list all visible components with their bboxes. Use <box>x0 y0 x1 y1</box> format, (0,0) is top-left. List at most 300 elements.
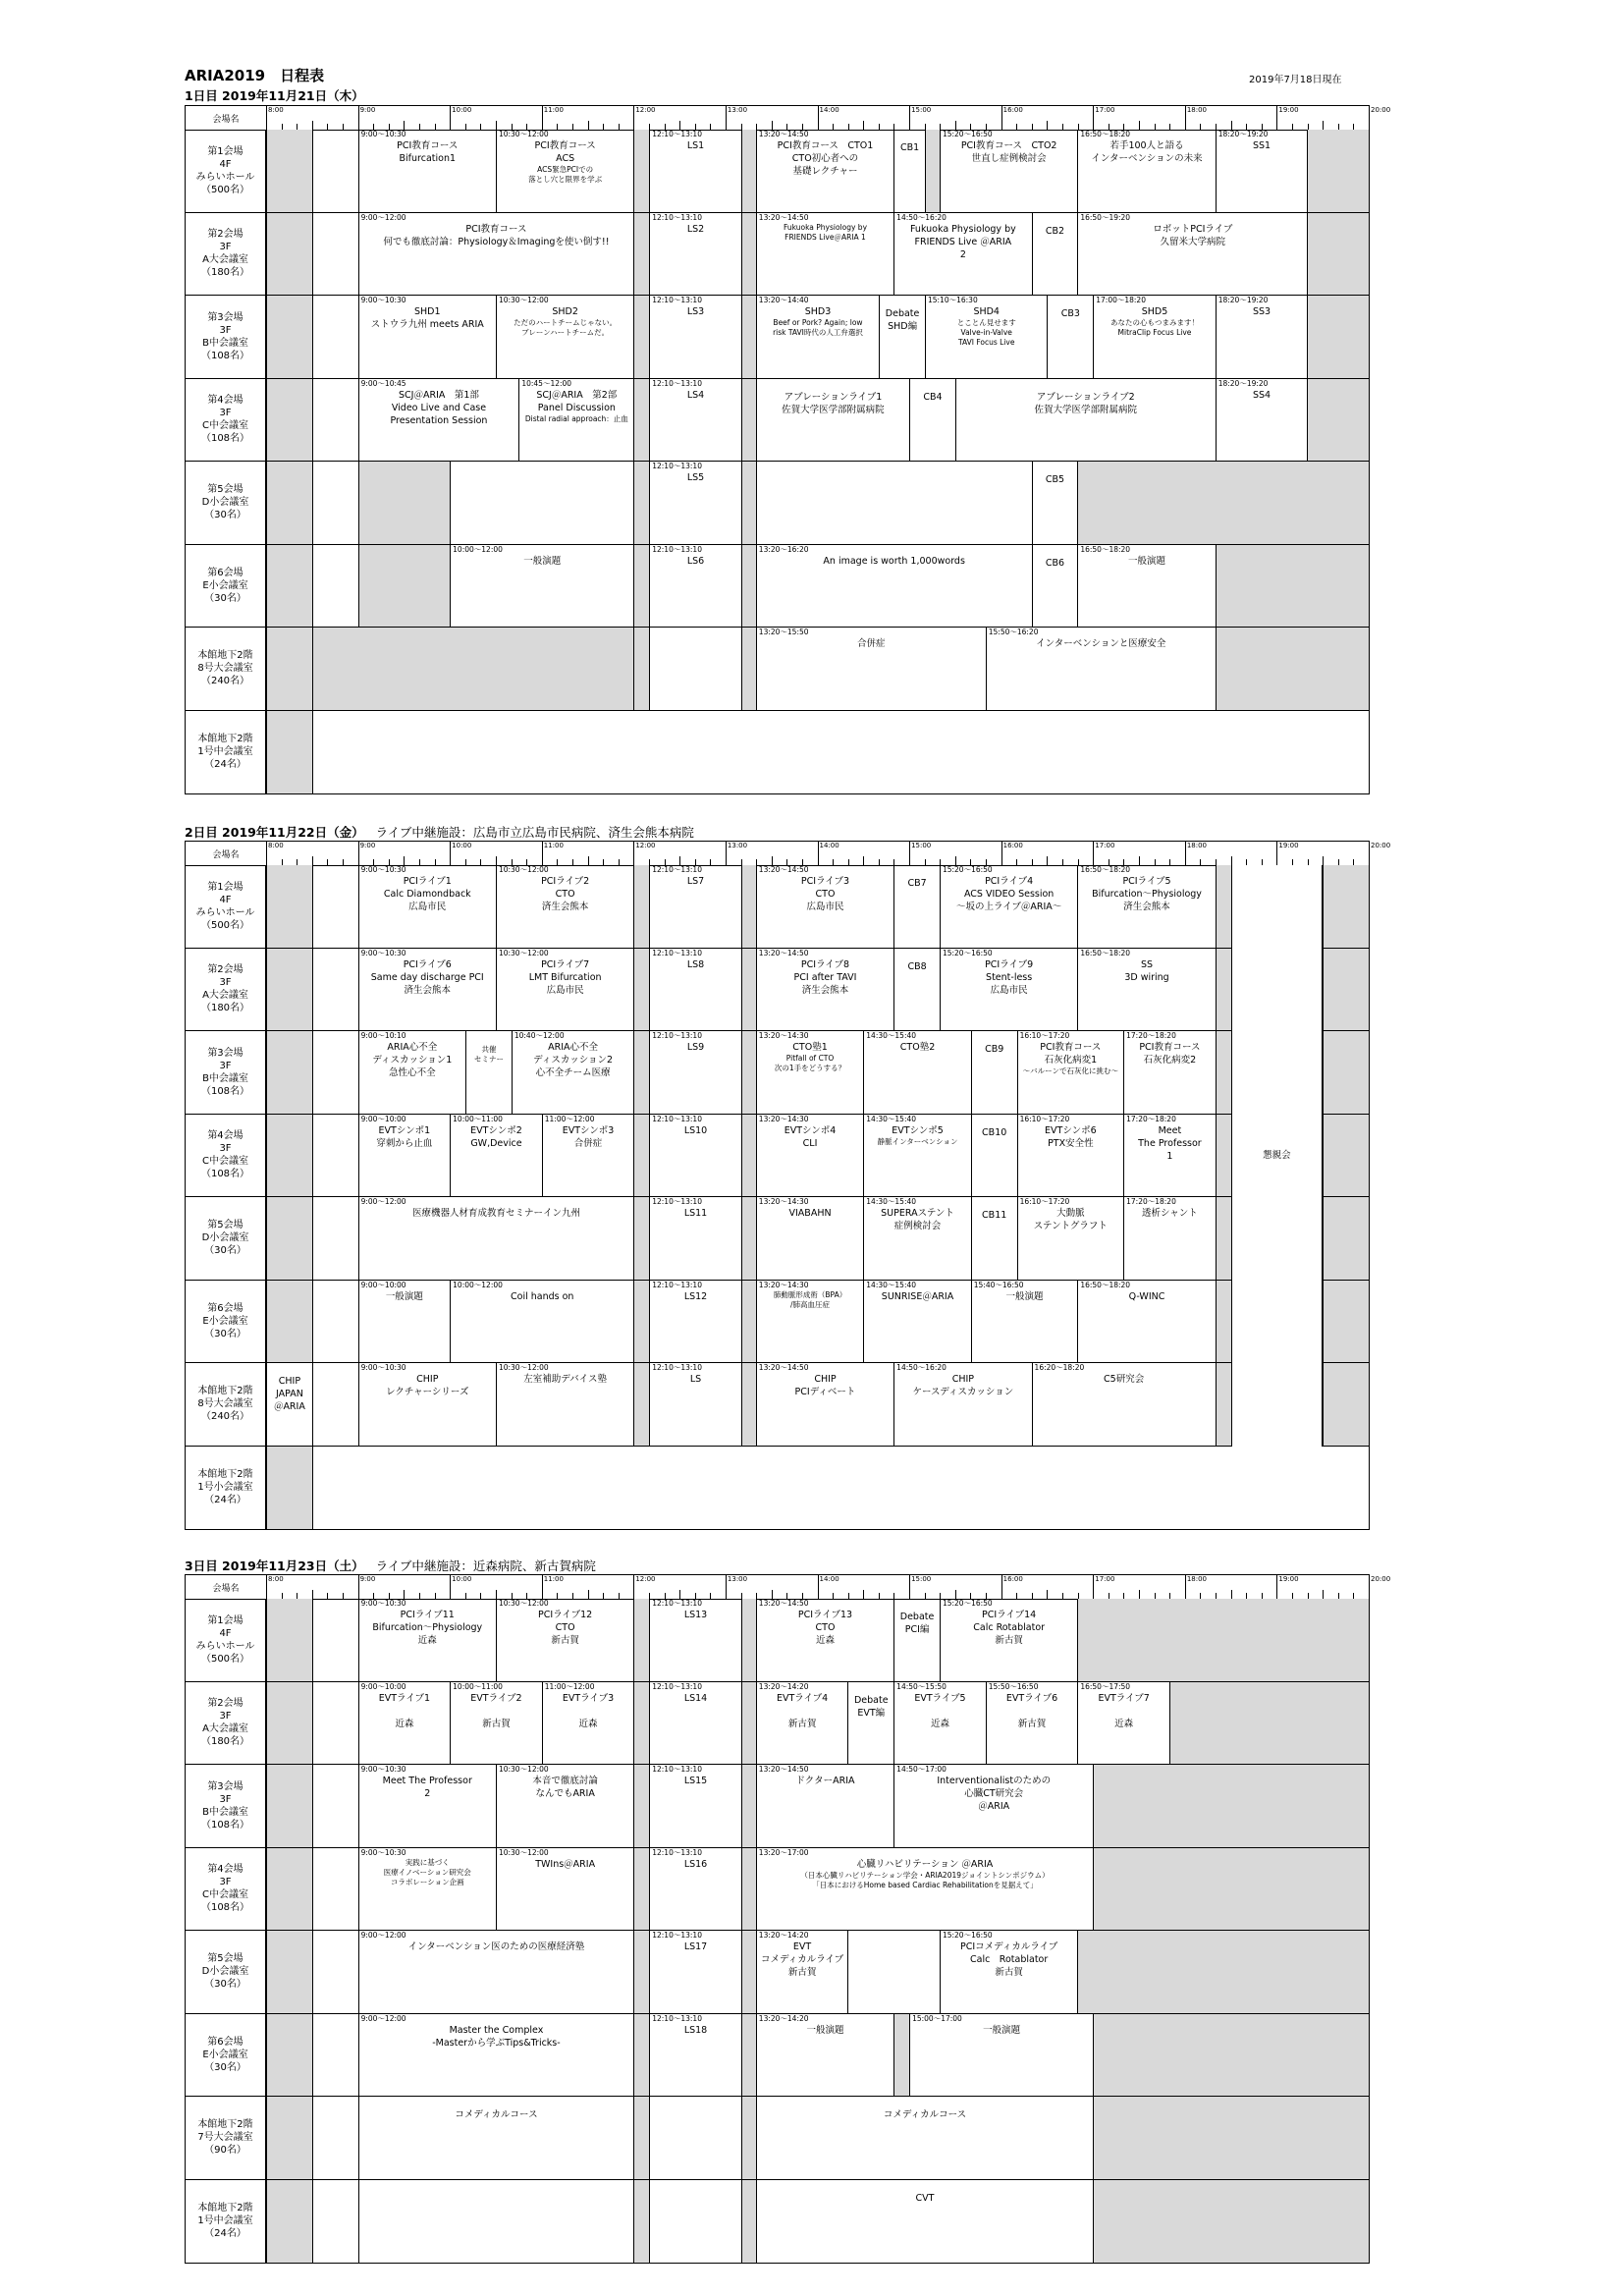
time-header <box>186 106 1391 131</box>
break-slot <box>633 1848 649 1931</box>
break-slot <box>633 628 649 710</box>
session-slot[interactable] <box>1093 296 1215 378</box>
session-slot[interactable] <box>909 379 955 462</box>
session-title: コメディカルコース <box>455 2109 538 2120</box>
session-time: 10:30～12:00 <box>498 296 549 304</box>
session-title: CB5 <box>1045 474 1065 485</box>
session-title: Fukuoka Physiology by FRIENDS Live ＠ARIA 2 <box>909 223 1016 260</box>
session-slot[interactable] <box>893 949 940 1031</box>
session-title: EVTシンポ6 PTX安全性 <box>1045 1124 1097 1149</box>
break-slot <box>741 462 756 544</box>
session-slot[interactable] <box>649 1599 741 1681</box>
venue-row <box>186 1682 1369 1766</box>
as-of-date: 2019年7月18日現在 <box>1249 75 1342 85</box>
venue-label: 第5会場 D小会議室 （30名） <box>186 462 266 544</box>
session-slot[interactable] <box>496 865 633 948</box>
session-slot[interactable] <box>756 296 879 378</box>
session-slot[interactable] <box>358 2097 634 2179</box>
time-header <box>186 1575 1391 1600</box>
session-slot[interactable] <box>847 1682 893 1765</box>
break-slot <box>266 711 312 794</box>
session-title: LS14 <box>683 1692 708 1704</box>
session-title: LS4 <box>686 389 705 401</box>
session-slot[interactable] <box>649 1848 741 1931</box>
session-slot[interactable] <box>756 865 893 948</box>
session-title: CHIP ケースディスカッション <box>912 1374 1014 1397</box>
session-slot[interactable] <box>358 1765 496 1847</box>
break-slot <box>266 628 312 710</box>
minute-tick <box>312 1590 313 1599</box>
session-time: 10:00～11:00 <box>453 1114 503 1123</box>
session-slot[interactable] <box>496 1599 633 1681</box>
session-title: SS 3D wiring <box>1124 958 1169 983</box>
break-slot <box>1216 1363 1231 1446</box>
session-title: 懇親会 <box>1263 1150 1291 1162</box>
session-time: 13:20～14:50 <box>758 1599 809 1608</box>
session-subtitle: Pitfall of CTO 次の1手をどうする？ <box>774 1054 846 1072</box>
empty-slot <box>847 1931 940 2013</box>
session-slot[interactable] <box>1032 545 1078 628</box>
session-slot[interactable] <box>649 1281 741 1363</box>
venue-row <box>186 1599 1369 1682</box>
session-slot[interactable] <box>358 1848 496 1931</box>
hour-label: 12:00 <box>635 1575 656 1583</box>
session-slot[interactable] <box>358 865 496 948</box>
break-slot <box>633 130 649 212</box>
session-time: 15:00～17:00 <box>912 2013 962 2023</box>
session-slot[interactable] <box>1077 949 1215 1031</box>
session-slot[interactable] <box>863 1281 970 1363</box>
session-time: 12:10～13:10 <box>652 2013 702 2023</box>
session-slot[interactable] <box>756 1599 893 1681</box>
session-slot[interactable] <box>756 949 893 1031</box>
session-slot[interactable] <box>909 2014 1093 2097</box>
hour-label: 16:00 <box>1002 842 1023 849</box>
break-slot <box>741 2180 756 2264</box>
session-slot[interactable] <box>893 865 940 948</box>
session-title: LS7 <box>686 876 705 887</box>
session-slot[interactable] <box>649 949 741 1031</box>
session-slot[interactable] <box>1047 296 1093 378</box>
session-time: 13:20～14:30 <box>758 1114 809 1123</box>
break-slot <box>633 213 649 296</box>
session-slot[interactable] <box>1017 1115 1124 1197</box>
session-slot[interactable] <box>879 296 925 378</box>
session-slot[interactable] <box>1017 1031 1124 1114</box>
session-time: 10:30～12:00 <box>498 865 549 874</box>
session-time: 11:00～12:00 <box>544 1114 595 1123</box>
session-slot[interactable] <box>863 1031 970 1114</box>
session-slot[interactable] <box>863 1115 970 1197</box>
session-slot[interactable] <box>518 379 633 462</box>
session-slot[interactable] <box>649 1765 741 1847</box>
session-title: Debate PCI編 <box>899 1612 935 1635</box>
empty-slot <box>312 865 358 948</box>
minute-tick <box>679 1590 680 1599</box>
session-slot[interactable] <box>971 1115 1017 1197</box>
break-slot <box>741 1363 756 1446</box>
minute-tick <box>955 1590 956 1599</box>
session-slot[interactable] <box>649 2014 741 2097</box>
session-slot[interactable] <box>986 1682 1078 1765</box>
session-title: Meet The Professor 1 <box>1138 1124 1202 1162</box>
session-slot[interactable] <box>940 865 1077 948</box>
session-slot[interactable] <box>1077 545 1215 628</box>
session-slot[interactable] <box>649 1682 741 1765</box>
session-slot[interactable] <box>649 296 741 378</box>
day-3-heading <box>185 1557 596 1574</box>
session-slot[interactable] <box>863 1197 970 1280</box>
venue-row <box>186 130 1369 213</box>
session-subtitle: （日本心臓リハビリテーション学会・ARIA2019ジョイントシンポジウム） 「日本におけるHome based Cardiac Rehabilitationを見据えて」 <box>800 1870 1050 1889</box>
break-slot <box>266 213 312 296</box>
session-slot[interactable] <box>512 1031 633 1114</box>
session-slot[interactable] <box>649 1363 741 1446</box>
session-time: 9:00～10:30 <box>360 1363 406 1372</box>
session-slot[interactable] <box>893 1682 986 1765</box>
venue-label: 第3会場 3F B中会議室 （108名） <box>186 1765 266 1847</box>
session-slot[interactable] <box>940 949 1077 1031</box>
session-slot[interactable] <box>358 1682 451 1765</box>
session-title: LS11 <box>683 1208 708 1219</box>
minute-tick <box>863 1590 864 1599</box>
session-slot[interactable] <box>756 130 893 212</box>
hour-label: 11:00 <box>543 842 564 849</box>
session-time: 13:20～14:20 <box>758 2013 809 2023</box>
venue-row <box>186 1115 1369 1198</box>
session-slot[interactable] <box>1123 1115 1216 1197</box>
session-slot[interactable] <box>1123 1031 1216 1114</box>
session-title: CB8 <box>907 960 927 972</box>
hour-label: 15:00 <box>911 106 932 114</box>
session-slot[interactable] <box>1216 379 1308 462</box>
session-slot[interactable] <box>756 545 1032 628</box>
session-time: 12:10～13:10 <box>652 1681 702 1691</box>
session-slot[interactable] <box>893 1765 1093 1847</box>
session-time: 12:10～13:10 <box>652 1280 702 1289</box>
venue-column-header: 会場名 <box>212 849 240 860</box>
session-title: PCI教育コース CTO2 世直し症例検討会 <box>960 140 1057 164</box>
session-slot[interactable] <box>1216 296 1308 378</box>
break-slot <box>266 379 312 462</box>
break-slot <box>1216 949 1231 1031</box>
session-title: PCIライブ3 CTO 広島市民 <box>800 876 850 912</box>
session-title: ロボットPCIライブ 久留米大学病院 <box>1153 223 1233 247</box>
session-slot[interactable] <box>756 1765 893 1847</box>
session-title: CB6 <box>1045 557 1065 569</box>
session-slot[interactable] <box>649 213 741 296</box>
break-slot <box>266 1682 312 1765</box>
session-slot[interactable] <box>756 1031 863 1114</box>
session-slot[interactable] <box>756 2014 893 2097</box>
session-slot[interactable] <box>971 1281 1078 1363</box>
venue-row <box>186 2097 1369 2180</box>
session-title: EVTシンポ5 <box>892 1124 944 1136</box>
session-slot[interactable] <box>358 949 496 1031</box>
session-slot[interactable] <box>955 379 1216 462</box>
session-slot[interactable] <box>649 1115 741 1197</box>
hour-label: 14:00 <box>819 842 839 849</box>
break-slot <box>358 545 451 628</box>
session-slot[interactable] <box>756 1363 893 1446</box>
session-slot[interactable] <box>358 1931 634 2013</box>
session-slot[interactable] <box>649 1931 741 2013</box>
session-title: Debate EVT編 <box>853 1694 889 1719</box>
session-time: 14:30～15:40 <box>866 1280 917 1289</box>
session-slot[interactable] <box>756 379 909 462</box>
session-slot[interactable] <box>893 130 925 212</box>
session-time: 16:50～19:20 <box>1080 212 1131 222</box>
session-title: 左室補助デバイス塾 <box>523 1374 608 1385</box>
session-slot[interactable] <box>1077 1281 1215 1363</box>
session-slot[interactable] <box>1077 213 1307 296</box>
hour-label: 10:00 <box>452 842 472 849</box>
session-title: PCIライブ1 Calc Diamondback 広島市民 <box>383 876 471 912</box>
session-slot[interactable] <box>649 545 741 628</box>
session-slot[interactable] <box>542 1115 634 1197</box>
session-time: 15:50～16:20 <box>988 628 1039 636</box>
break-slot <box>741 1848 756 1931</box>
session-time: 10:00～12:00 <box>453 544 503 554</box>
venue-row <box>186 2014 1369 2098</box>
venue-row <box>186 2180 1369 2264</box>
empty-slot <box>312 213 358 296</box>
session-slot[interactable] <box>450 1682 542 1765</box>
break-slot <box>1077 462 1369 544</box>
session-slot[interactable] <box>358 1031 465 1114</box>
break-slot <box>741 379 756 462</box>
session-title: CB10 <box>982 1126 1007 1138</box>
break-slot <box>1216 865 1231 948</box>
session-time: 9:00～10:00 <box>360 1114 406 1123</box>
session-slot[interactable] <box>496 130 633 212</box>
page-title: ARIA2019 日程表 <box>185 67 325 84</box>
empty-slot <box>312 379 358 462</box>
session-slot[interactable] <box>465 1031 512 1114</box>
session-time: 13:20～14:50 <box>758 1765 809 1774</box>
session-title: 透析シャント <box>1142 1208 1198 1219</box>
session-slot[interactable] <box>450 545 633 628</box>
session-title: PCIライブ14 Calc Rotablator 新古賀 <box>973 1610 1046 1646</box>
session-slot[interactable] <box>971 1197 1017 1280</box>
venue-row <box>186 949 1369 1032</box>
session-title: LS2 <box>686 223 705 235</box>
session-slot[interactable] <box>940 130 1077 212</box>
empty-slot <box>312 1765 358 1847</box>
session-time: 14:30～15:40 <box>866 1114 917 1123</box>
empty-slot <box>312 1848 358 1931</box>
break-slot <box>266 949 312 1031</box>
session-time: 9:00～12:00 <box>360 2013 406 2023</box>
session-slot[interactable] <box>893 1599 940 1681</box>
break-slot <box>741 545 756 628</box>
session-slot[interactable] <box>496 1848 633 1931</box>
session-slot[interactable] <box>756 1197 863 1280</box>
session-slot[interactable] <box>450 1281 633 1363</box>
session-time: 13:20～14:50 <box>758 1363 809 1372</box>
empty-slot <box>312 1031 358 1114</box>
session-slot[interactable] <box>649 1197 741 1280</box>
session-title: LS8 <box>686 958 705 970</box>
minute-tick <box>679 121 680 130</box>
live-venue-note: ライブ中継施設：近森病院、新古賀病院 <box>375 1558 596 1573</box>
session-title: CHIP JAPAN ＠ARIA <box>273 1376 305 1412</box>
minute-tick <box>1323 856 1324 865</box>
session-slot[interactable] <box>1216 130 1308 212</box>
session-slot[interactable] <box>649 462 741 544</box>
session-time: 18:20～19:20 <box>1217 130 1269 138</box>
hour-label: 17:00 <box>1095 106 1115 114</box>
session-slot[interactable] <box>1077 130 1215 212</box>
session-slot[interactable] <box>496 1765 633 1847</box>
session-slot[interactable] <box>358 1363 496 1446</box>
session-time: 10:30～12:00 <box>498 1765 549 1774</box>
session-slot[interactable] <box>649 379 741 462</box>
minute-tick <box>312 121 313 130</box>
session-slot[interactable] <box>358 1599 496 1681</box>
minute-tick <box>955 856 956 865</box>
break-slot <box>633 2014 649 2097</box>
session-slot[interactable] <box>1077 1682 1169 1765</box>
venue-label: 本館地下2階 1号小会議室 （24名） <box>186 1447 266 1530</box>
session-time: 12:10～13:10 <box>652 1847 702 1857</box>
session-title: CB7 <box>907 878 927 889</box>
session-time: 16:50～18:20 <box>1080 865 1131 874</box>
break-slot <box>266 1031 312 1114</box>
session-time: 16:20～18:20 <box>1034 1363 1085 1372</box>
session-slot[interactable] <box>1032 1363 1216 1446</box>
session-slot[interactable] <box>986 628 1216 710</box>
session-slot[interactable] <box>358 130 496 212</box>
session-title: CTO塾2 <box>899 1042 936 1053</box>
hour-label: 19:00 <box>1278 842 1299 849</box>
minute-tick <box>404 121 405 130</box>
session-slot[interactable] <box>940 1599 1077 1681</box>
session-slot[interactable] <box>1032 462 1078 544</box>
break-slot <box>266 1281 312 1363</box>
session-slot[interactable] <box>542 1682 634 1765</box>
break-slot <box>1169 1682 1369 1765</box>
session-slot[interactable] <box>756 1848 1093 1931</box>
break-slot <box>633 1931 649 2013</box>
break-slot <box>633 296 649 378</box>
break-slot <box>358 462 451 544</box>
session-slot[interactable] <box>1231 865 1324 1447</box>
session-title: C5研究会 <box>1104 1374 1145 1385</box>
session-slot[interactable] <box>496 1363 633 1446</box>
venue-row <box>186 1031 1369 1115</box>
session-slot[interactable] <box>756 1115 863 1197</box>
session-subtitle: 共催 セミナー <box>473 1045 504 1064</box>
venue-row <box>186 545 1369 629</box>
session-slot[interactable] <box>1123 1197 1216 1280</box>
break-slot <box>741 1281 756 1363</box>
session-time: 17:00～18:20 <box>1096 296 1146 304</box>
session-slot[interactable] <box>358 1115 451 1197</box>
session-time: 10:30～12:00 <box>498 948 549 957</box>
session-slot[interactable] <box>649 865 741 948</box>
session-time: 17:20～18:20 <box>1126 1197 1176 1206</box>
hour-label: 17:00 <box>1095 842 1115 849</box>
session-slot[interactable] <box>756 213 893 296</box>
break-slot <box>266 462 312 544</box>
session-slot[interactable] <box>893 1363 1031 1446</box>
session-slot[interactable] <box>496 296 633 378</box>
session-slot[interactable] <box>756 1931 848 2013</box>
session-title: CHIP PCIディベート <box>794 1374 856 1397</box>
session-title: EVTライブ1 近森 <box>378 1692 430 1729</box>
session-slot[interactable] <box>266 1363 312 1446</box>
session-slot[interactable] <box>358 2014 634 2097</box>
session-title: 一般演題 <box>806 2024 844 2036</box>
session-time: 10:30～12:00 <box>498 1847 549 1857</box>
session-slot[interactable] <box>893 213 1031 296</box>
session-time: 12:10～13:10 <box>652 462 702 470</box>
session-slot[interactable] <box>756 2180 1093 2264</box>
hour-label: 19:00 <box>1278 106 1299 114</box>
session-title: An image is worth 1,000words <box>823 555 965 567</box>
session-subtitle: 実践に基づく 医療イノベーション研究会 コラボレーション企画 <box>383 1857 471 1886</box>
break-slot <box>1323 1197 1369 1280</box>
session-slot[interactable] <box>358 213 634 296</box>
session-slot[interactable] <box>971 1031 1017 1114</box>
session-slot[interactable] <box>358 379 519 462</box>
session-slot[interactable] <box>756 628 986 710</box>
session-time: 10:30～12:00 <box>498 1599 549 1608</box>
session-slot[interactable] <box>358 1197 634 1280</box>
session-slot[interactable] <box>756 2097 1093 2179</box>
break-slot <box>633 462 649 544</box>
session-slot[interactable] <box>756 1682 848 1765</box>
session-slot[interactable] <box>1032 213 1078 296</box>
session-title: アブレーションライブ1 佐賀大学医学部附属病院 <box>782 391 885 415</box>
minute-tick <box>404 856 405 865</box>
break-slot <box>1077 1599 1369 1681</box>
break-slot <box>633 1031 649 1114</box>
break-slot <box>741 2097 756 2179</box>
empty-slot <box>649 2097 741 2179</box>
session-time: 12:10～13:10 <box>652 544 702 554</box>
session-subtitle: 静脈インターベンション <box>877 1136 958 1146</box>
session-slot[interactable] <box>358 296 496 378</box>
session-title: ARIA心不全 ディスカッション2 心不全チーム医療 <box>533 1042 614 1078</box>
session-slot[interactable] <box>1017 1197 1124 1280</box>
session-slot[interactable] <box>649 1031 741 1114</box>
session-time: 12:10～13:10 <box>652 212 702 222</box>
break-slot <box>1307 296 1369 378</box>
session-subtitle: ～バルーンで石灰化に挑む～ <box>1022 1066 1119 1075</box>
break-slot <box>266 130 312 212</box>
session-slot[interactable] <box>756 1281 863 1363</box>
session-slot[interactable] <box>925 296 1047 378</box>
session-slot[interactable] <box>358 1281 451 1363</box>
session-time: 13:20～16:20 <box>758 544 809 554</box>
session-slot[interactable] <box>1077 865 1215 948</box>
session-title: CB11 <box>982 1210 1007 1221</box>
session-title: アブレーションライブ2 佐賀大学医学部附属病院 <box>1034 391 1138 415</box>
session-title: PCIライブ12 CTO 新古賀 <box>538 1610 593 1646</box>
break-slot <box>266 545 312 628</box>
session-title: PCIライブ7 LMT Bifurcation 広島市民 <box>528 958 602 996</box>
session-title: 医療機器人材育成教育セミナーイン九州 <box>411 1208 580 1219</box>
session-time: 10:00～11:00 <box>453 1681 503 1691</box>
empty-slot <box>312 2180 358 2264</box>
session-slot[interactable] <box>450 1115 542 1197</box>
session-slot[interactable] <box>496 949 633 1031</box>
venue-label: 第4会場 3F C中会議室 （108名） <box>186 379 266 462</box>
session-slot[interactable] <box>649 130 741 212</box>
session-slot[interactable] <box>940 1931 1077 2013</box>
